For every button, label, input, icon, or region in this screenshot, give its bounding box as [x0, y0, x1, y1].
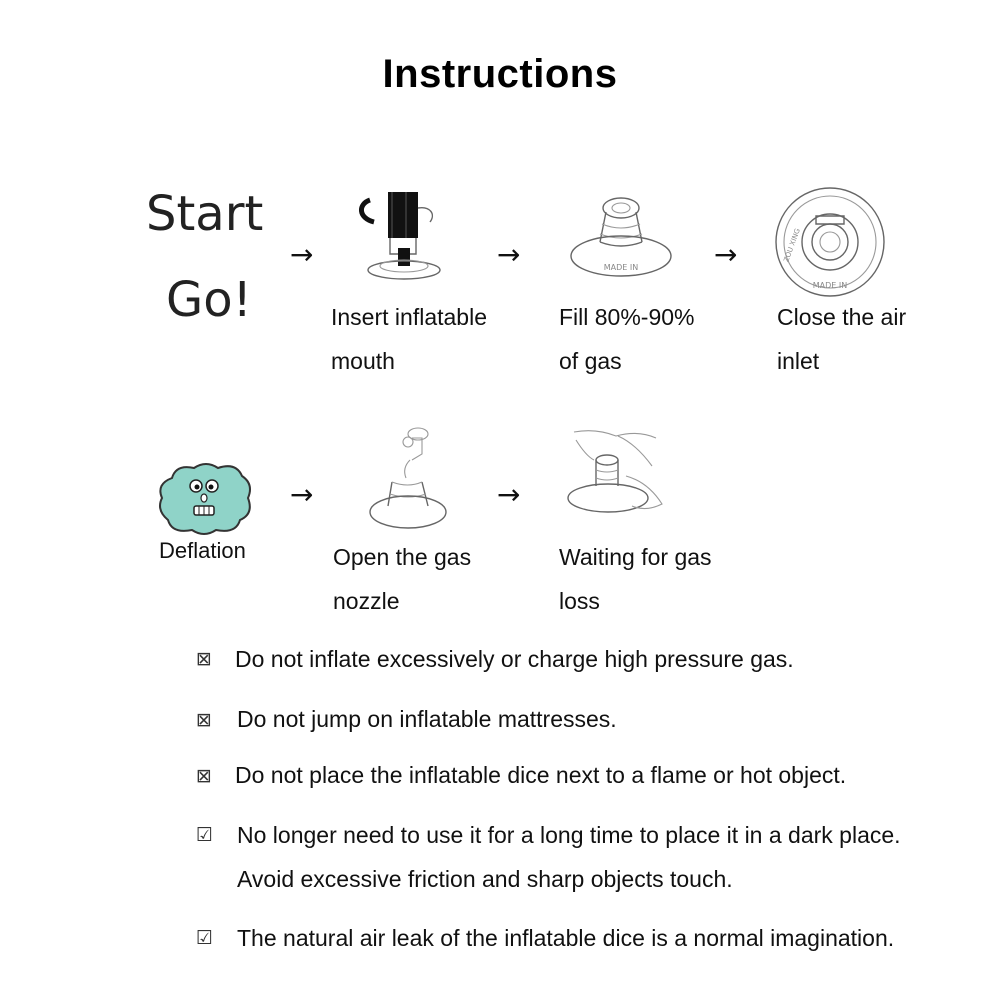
step-caption: Fill 80%-90% of gas — [559, 304, 695, 374]
rule-text: Do not place the inflatable dice next to a flame or hot object. — [235, 762, 847, 788]
deflation-label: Deflation — [159, 538, 246, 563]
cross-box-icon: ⊠ — [196, 709, 212, 731]
arrow-icon: → — [714, 238, 738, 271]
arrow-icon: → — [497, 478, 521, 511]
rule-text: The natural air leak of the inflatable dice is a normal imagination. — [237, 925, 895, 951]
arrow-icon: → — [290, 238, 314, 271]
pump-nozzle-icon — [350, 188, 460, 288]
step-caption: Open the gas nozzle — [333, 544, 472, 614]
arrow-icon: → — [497, 238, 521, 271]
page-title: Instructions — [382, 52, 618, 96]
cross-box-icon: ⊠ — [196, 765, 212, 787]
made-in-text: MADE IN — [603, 263, 639, 272]
arrow-icon: → — [290, 478, 314, 511]
valve-filled-icon — [566, 190, 676, 290]
rule-text: Do not jump on inflatable mattresses. — [237, 706, 617, 732]
rule-text: Do not inflate excessively or charge high pressure gas. — [235, 646, 794, 672]
go-label: Go! — [166, 272, 252, 328]
valve-open-icon — [362, 424, 458, 534]
made-in-text: MADE IN — [812, 281, 848, 290]
step-caption: Insert inflatable mouth — [331, 304, 487, 374]
check-box-icon: ☑ — [196, 927, 214, 949]
rule-text: No longer need to use it for a long time to place it in a dark place. Avoid excessive friction and sharp objects touch. — [237, 822, 901, 892]
hand-press-icon — [566, 426, 676, 526]
step-caption: Waiting for gas loss — [559, 544, 712, 614]
cross-box-icon: ⊠ — [196, 648, 212, 670]
start-label: Start — [146, 186, 264, 242]
country-text: ZOU XING — [782, 227, 802, 264]
step-caption: Close the air inlet — [777, 304, 907, 374]
valve-closed-icon — [772, 186, 888, 298]
check-box-icon: ☑ — [196, 824, 214, 846]
deflation-mascot-icon — [154, 458, 256, 538]
